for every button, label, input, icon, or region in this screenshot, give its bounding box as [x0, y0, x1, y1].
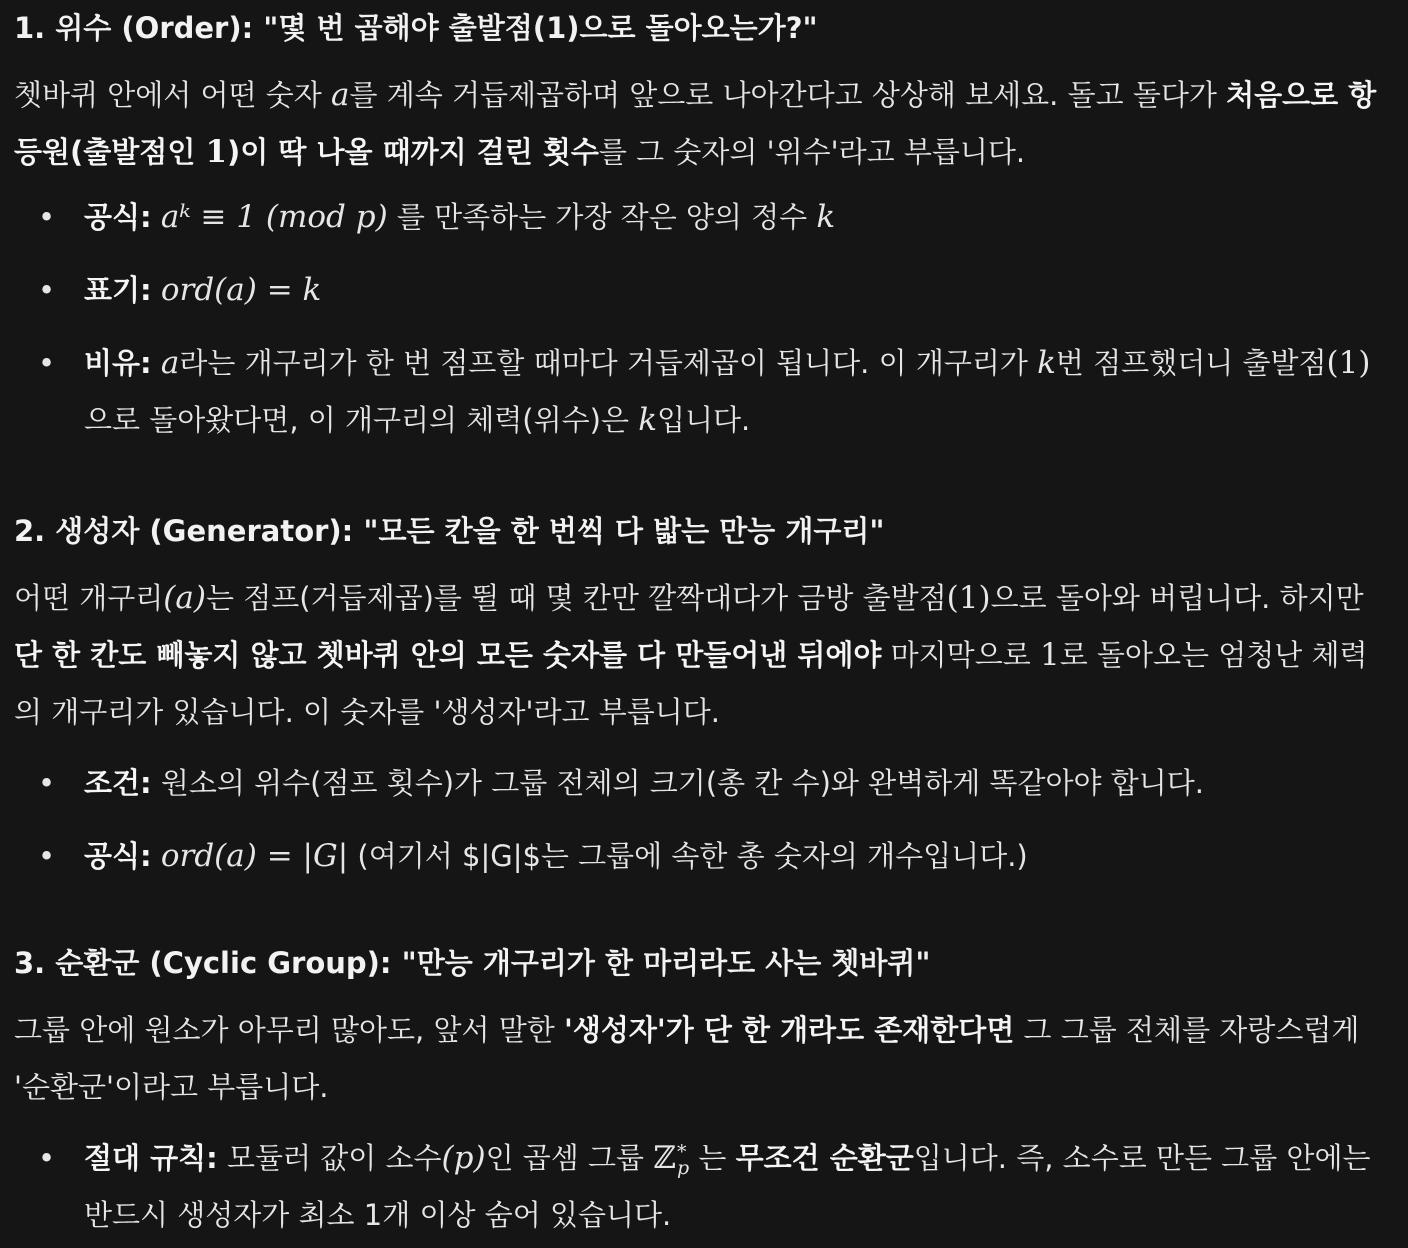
math-formula: ord(a) = |G| [160, 838, 349, 874]
math-formula: aᵏ ≡ 1 (mod p) [160, 199, 388, 235]
text: 어떤 개구리 [14, 581, 164, 615]
math-a: a [160, 345, 180, 381]
math-k: k [816, 199, 836, 235]
math-a: (a) [163, 580, 206, 616]
text: 마지막으로 [881, 638, 1040, 672]
text: 그 그룹 전체를 자랑스럽게 '순환군'이라고 부릅니다. [14, 1013, 1360, 1104]
section-generator [14, 503, 1394, 885]
bullet: • [38, 766, 56, 800]
math-one: (1) [946, 580, 991, 616]
text: 그룹 안에 원소가 아무리 많아도, 앞서 말한 [14, 1013, 564, 1047]
math-zp-star [653, 1140, 690, 1179]
bullet-list [14, 1130, 1394, 1244]
bold-text: )이 딱 나올 때까지 걸린 횟수 [227, 135, 599, 169]
bold-text: 처음으로 항등원(출발점인 [14, 78, 1377, 169]
list-item [14, 1130, 1394, 1244]
bullet: • [38, 839, 56, 873]
text: 로 돌아오는 엄청난 체력의 개구리가 있습니다. 이 숫자를 '생성자'라고 부릅니다. [14, 638, 1368, 729]
text: 를 그 숫자의 '위수'라고 부릅니다. [598, 135, 1026, 169]
item-text: (여기서 $|G|$는 그룹에 속한 총 숫자의 개수입니다.) [348, 839, 1028, 873]
list-item [14, 828, 1394, 885]
item-text: 인 곱셈 그룹 [485, 1141, 654, 1175]
math-one: 1 [205, 134, 228, 170]
item-text: 는 [689, 1141, 736, 1175]
bullet: • [38, 273, 56, 307]
item-text: 입니다. [656, 403, 751, 437]
math-formula: ord(a) = k [160, 272, 322, 308]
item-label: 절대 규칙: [84, 1141, 218, 1175]
bullet: • [38, 346, 56, 380]
bold-text: 무조건 순환군 [735, 1141, 914, 1175]
math-sup: * [676, 1140, 687, 1163]
list-item [14, 335, 1394, 449]
text: 는 점프(거듭제곱)를 뛸 때 몇 칸만 깔짝대다가 금방 출발점 [205, 581, 947, 615]
item-label: 공식: [84, 839, 152, 873]
item-text: 원소의 위수(점프 횟수)가 그룹 전체의 크기(총 칸 수)와 완벽하게 똑같아야 합니다. [151, 766, 1204, 800]
paragraph [14, 570, 1394, 741]
bullet: • [38, 200, 56, 234]
section-heading: 3. 순환군 (Cyclic Group): "만능 개구리가 한 마리라도 사는 쳇바퀴" [14, 946, 931, 980]
math-one: (1) [1326, 345, 1371, 381]
math-a: a [331, 77, 350, 113]
text: 를 계속 거듭제곱하며 앞으로 나아간다고 상상해 보세요. 돌고 돌다가 [349, 78, 1227, 112]
item-text: 라는 개구리가 한 번 점프할 때마다 거듭제곱이 됩니다. 이 개구리가 [179, 346, 1038, 380]
item-text: 입니다. 즉, 소수로 만든 그룹 안에는 반드시 생성자가 최소 1개 이상 숨어 있습니다. [84, 1141, 1371, 1232]
math-z: ℤ [653, 1140, 676, 1176]
item-label: 비유: [84, 346, 152, 380]
list-item [14, 262, 1394, 319]
item-label: 조건: [84, 766, 152, 800]
item-text: 으로 돌아왔다면, 이 개구리의 체력(위수)은 [84, 403, 639, 437]
item-text: 모듈러 값이 소수 [217, 1141, 442, 1175]
item-text: 번 점프했더니 출발점 [1055, 346, 1327, 380]
bullet-list [14, 189, 1394, 449]
text: 으로 돌아와 버립니다. 하지만 [990, 581, 1364, 615]
math-one: 1 [1039, 637, 1060, 673]
section-cyclic-group [14, 935, 1394, 1244]
bullet: • [38, 1141, 56, 1175]
item-text: 를 만족하는 가장 작은 양의 정수 [387, 200, 817, 234]
section-order [14, 0, 1394, 449]
math-k: k [638, 402, 657, 438]
paragraph [14, 67, 1394, 181]
bold-text: '생성자'가 단 한 개라도 존재한다면 [564, 1013, 1015, 1047]
bullet-list [14, 755, 1394, 885]
item-label: 공식: [84, 200, 152, 234]
section-heading: 1. 위수 (Order): "몇 번 곱해야 출발점(1)으로 돌아오는가?" [14, 11, 818, 45]
text: 쳇바퀴 안에서 어떤 숫자 [14, 78, 332, 112]
paragraph [14, 1002, 1394, 1116]
math-k: k [1037, 345, 1056, 381]
math-scripts [676, 1140, 690, 1179]
math-sub: p [676, 1156, 690, 1179]
math-p: (p) [441, 1140, 486, 1176]
section-heading: 2. 생성자 (Generator): "모든 칸을 한 번씩 다 밟는 만능 개구리" [14, 514, 885, 548]
list-item [14, 189, 1394, 246]
bold-text: 단 한 칸도 빼놓지 않고 쳇바퀴 안의 모든 숫자를 다 만들어낸 뒤에야 [14, 638, 882, 672]
list-item [14, 755, 1394, 812]
item-label: 표기: [84, 273, 152, 307]
